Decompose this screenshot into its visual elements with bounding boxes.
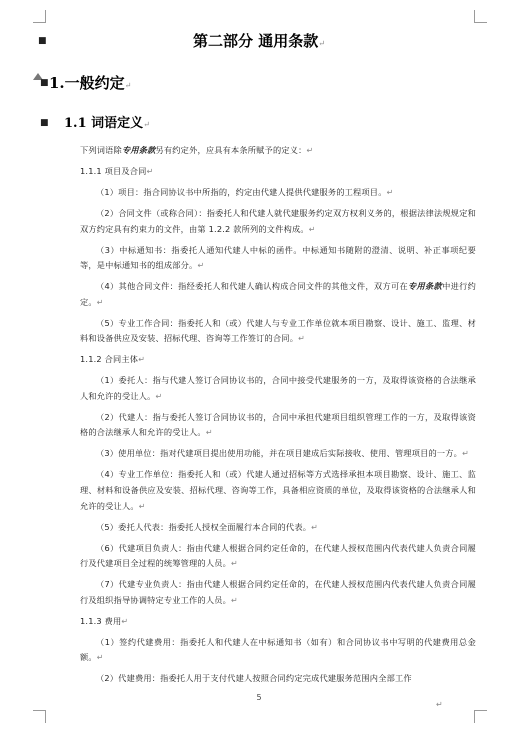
clause-text-end: 中进行约定。 <box>80 281 476 307</box>
heading-2 <box>64 112 150 131</box>
paragraph-mark-icon: ↵ <box>308 224 316 234</box>
paragraph-bullet-icon: ■ <box>40 118 49 128</box>
clause-text: （5）委托人代表：指委托人授权全面履行本合同的代表。 <box>96 521 312 532</box>
section-title <box>80 614 476 630</box>
page-title <box>0 30 518 51</box>
crop-mark-top-left <box>33 10 46 23</box>
intro-text-end: 另有约定外，应具有本条所赋予的定义： <box>155 145 307 155</box>
clause-text: （7）代建专业负责人：指由代建人根据合同约定任命的，在代建人授权范围内代表代建人负责合同履行及组织指导协调特定专业工作的人员。 <box>80 579 476 605</box>
paragraph-mark-icon: ↵ <box>230 559 238 569</box>
clause-text: （1）签约代建费用：指委托人和代建人在中标通知书（如有）和合同协议书中写明的代建费用总金额。 <box>80 636 476 663</box>
page-number: 5 <box>256 693 262 702</box>
paragraph-mark-icon: ↵ <box>306 146 314 155</box>
clause-text: （3）中标通知书：指委托人通知代建人中标的函件。中标通知书随附的澄清、说明、补正事项纪要等，是中标通知书的组成部分。 <box>80 244 476 271</box>
clause-text: （6）代建项目负责人：指由代建人根据合同约定任命的，在代建人授权范围内代表代建人负责合同履行及代建项目全过程的统筹管理的人员。 <box>80 542 476 569</box>
clause-text: （4）专业工作单位：指委托人和（或）代建人通过招标等方式选择承担本项目勘察、设计、施工、监理、材料和设备供应及安装、招标代理、咨询等工作，具备相应资质的单位，及取得该资格的合法继承人和允许的受让人。 <box>80 469 476 511</box>
crop-mark-bottom-right <box>474 710 487 723</box>
section-title-text: 1.1.3 费用 <box>80 615 122 626</box>
clause-paragraph <box>80 467 476 514</box>
document-body <box>80 143 476 692</box>
paragraph-bullet-icon: ■ <box>40 78 49 88</box>
clause-text: （1）项目：指合同协议书中所指的，约定由代建人提供代建服务的工程项目。 <box>96 186 387 197</box>
clause-paragraph <box>80 635 476 666</box>
intro-text: 下列词语除 <box>80 145 122 155</box>
section-title-text: 1.1.2 合同主体 <box>80 354 139 365</box>
paragraph-mark-icon: ↵ <box>96 297 104 307</box>
clause-paragraph <box>80 577 476 608</box>
clause-paragraph <box>80 279 476 310</box>
clause-paragraph <box>80 671 476 687</box>
paragraph-bullet-icon: ■ <box>38 36 47 46</box>
paragraph-mark-icon: ↵ <box>205 428 213 438</box>
paragraph-mark-icon: ↵ <box>436 700 443 709</box>
paragraph-mark-icon: ↵ <box>138 501 146 511</box>
paragraph-mark-icon: ↵ <box>311 522 319 532</box>
paragraph-mark-icon: ↵ <box>121 616 129 626</box>
clause-text: （3）使用单位：指对代建项目提出使用功能，并在项目建成后实际接收、使用、管理项目的一方。 <box>96 448 463 459</box>
paragraph-mark-icon: ↵ <box>146 166 154 176</box>
page-title-text: 第二部分 通用条款 <box>193 32 319 50</box>
clause-paragraph <box>80 541 476 572</box>
clause-paragraph <box>80 206 476 237</box>
paragraph-mark-icon: ↵ <box>138 355 146 365</box>
clause-emphasis: 专用条款 <box>408 281 443 292</box>
clause-text: （2）合同文件（或称合同）：指委托人和代建人就代建服务约定双方权利义务的，根据法律法规规定和双方约定具有约束力的文件，由第 1.2.2 款所列的文件构成。 <box>80 207 476 234</box>
heading-1-text: 1.一般约定 <box>49 74 125 92</box>
paragraph-mark-icon: ↵ <box>197 261 205 271</box>
clause-paragraph <box>80 243 476 274</box>
clause-paragraph <box>80 373 476 404</box>
paragraph-mark-icon: ↵ <box>462 449 469 459</box>
clause-paragraph <box>80 446 476 462</box>
clause-paragraph <box>80 520 476 536</box>
intro-paragraph <box>80 143 476 159</box>
paragraph-mark-icon: ↵ <box>386 187 394 197</box>
clause-text: （4）其他合同文件：指经委托人和代建人确认构成合同文件的其他文件，双方可在 <box>96 281 408 292</box>
clause-paragraph <box>80 185 476 201</box>
clause-text: （2）代建费用：指委托人用于支付代建人按照合同约定完成代建服务范围内全部工作 <box>96 673 412 684</box>
clause-text: （5）专业工作合同：指委托人和（或）代建人与专业工作单位就本项目勘察、设计、施工、监理、材料和设备供应及安装、招标代理、咨询等工作签订的合同。 <box>80 317 476 344</box>
heading-2-text: 1.1 词语定义 <box>64 116 144 131</box>
clause-paragraph <box>80 410 476 441</box>
paragraph-mark-icon: ↵ <box>124 81 132 90</box>
paragraph-mark-icon: ↵ <box>143 120 150 129</box>
paragraph-mark-icon: ↵ <box>318 39 325 48</box>
paragraph-mark-icon: ↵ <box>230 595 238 605</box>
section-title <box>80 164 476 180</box>
clause-text: （1）委托人：指与代建人签订合同协议书的，合同中接受代建服务的一方，及取得该资格的合法继承人和允许的受让人。 <box>80 375 476 401</box>
section-title-text: 1.1.1 项目及合同 <box>80 165 147 176</box>
paragraph-mark-icon: ↵ <box>155 391 163 401</box>
clause-paragraph <box>80 316 476 347</box>
crop-mark-top-right <box>474 10 487 23</box>
paragraph-mark-icon: ↵ <box>298 334 305 344</box>
paragraph-mark-icon: ↵ <box>96 653 104 663</box>
clause-text: （2）代建人：指与委托人签订合同协议书的，合同中承担代建项目组织管理工作的一方，及取得该资格的合法继承人和允许的受让人。 <box>80 411 476 438</box>
crop-mark-bottom-left <box>33 710 46 723</box>
section-title <box>80 352 476 368</box>
intro-emphasis: 专用条款 <box>121 145 156 155</box>
heading-1 <box>49 72 131 93</box>
